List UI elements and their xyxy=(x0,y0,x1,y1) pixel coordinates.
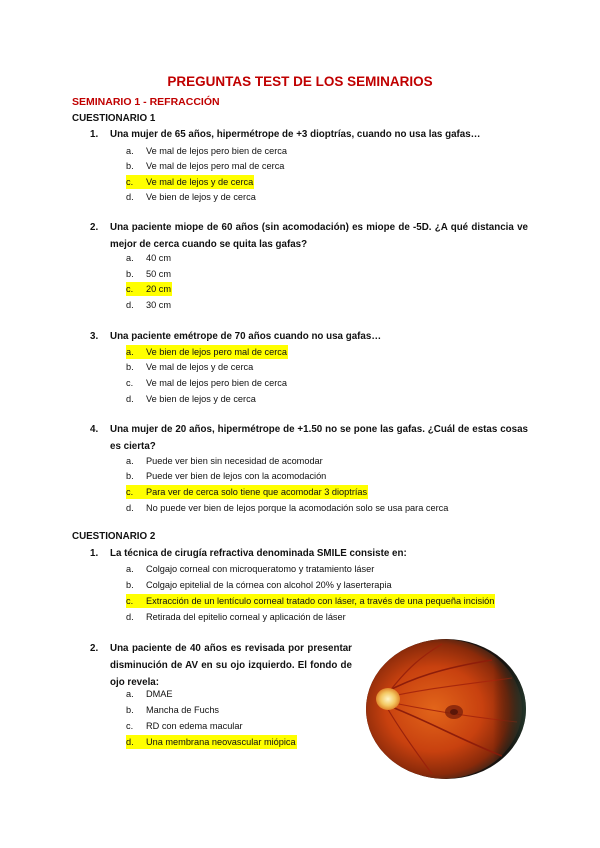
option-text: Colgajo corneal con microqueratomo y tratamiento láser xyxy=(146,564,375,574)
option-letter: d. xyxy=(126,735,145,749)
fundus-photo-icon xyxy=(362,638,530,780)
option-text: Ve bien de lejos y de cerca xyxy=(146,394,256,404)
option-text: Ve bien de lejos y de cerca xyxy=(146,192,256,202)
question-number: 4. xyxy=(90,424,99,435)
option-text: Colgajo epitelial de la córnea con alcohol 20% y laserterapia xyxy=(146,580,392,590)
option-letter: d. xyxy=(126,612,134,622)
question-number: 2. xyxy=(90,643,99,654)
question-text: Una mujer de 20 años, hipermétrope de +1.50 no se pone las gafas. ¿Cuál de estas cosas es cierta? xyxy=(110,424,528,452)
question-text: Una paciente miope de 60 años (sin acomodación) es miope de -5D. ¿A qué distancia ve mejor de cerca cuando se quita las gafas? xyxy=(110,222,528,250)
option-letter: b. xyxy=(126,471,134,481)
option-text: Para ver de cerca solo tiene que acomodar 3 dioptrías xyxy=(146,487,368,497)
option-text: Una membrana neovascular miópica xyxy=(146,737,296,747)
seminar-heading: SEMINARIO 1 - REFRACCIÓN xyxy=(72,96,220,108)
option-letter: b. xyxy=(126,269,134,279)
option-text: Mancha de Fuchs xyxy=(146,705,220,715)
question-text: La técnica de cirugía refractiva denominada SMILE consiste en: xyxy=(110,548,407,559)
option-text: Retirada del epitelio corneal y aplicación de láser xyxy=(146,612,346,622)
option-text: Ve mal de lejos pero bien de cerca xyxy=(146,146,287,156)
question-number: 1. xyxy=(90,548,99,559)
option-text: RD con edema macular xyxy=(146,721,243,731)
option-letter: b. xyxy=(126,161,134,171)
option-letter: d. xyxy=(126,192,134,202)
option-letter: b. xyxy=(126,705,134,715)
option-letter: c. xyxy=(126,282,145,296)
option-text: Ve mal de lejos pero mal de cerca xyxy=(146,161,285,171)
page-title: PREGUNTAS TEST DE LOS SEMINARIOS xyxy=(167,74,433,89)
question-text: Una paciente de 40 años es revisada por presentar disminución de AV en su ojo izquierdo. El fondo de ojo revela: xyxy=(110,643,352,688)
option-letter: a. xyxy=(126,689,134,699)
cuestionario-1-heading: CUESTIONARIO 1 xyxy=(72,113,156,124)
option-text: Ve mal de lejos pero bien de cerca xyxy=(146,378,287,388)
option-text: No puede ver bien de lejos porque la acomodación solo se usa para cerca xyxy=(146,503,449,513)
option-letter: d. xyxy=(126,503,134,513)
option-text: 50 cm xyxy=(146,269,172,279)
option-letter: c. xyxy=(126,485,145,499)
option-text: Extracción de un lentículo corneal tratado con láser, a través de una pequeña incisión xyxy=(146,596,495,606)
fundus-photo xyxy=(362,638,530,780)
option-text: Puede ver bien sin necesidad de acomodar xyxy=(146,456,323,466)
option-letter: c. xyxy=(126,175,145,189)
option-letter: d. xyxy=(126,394,134,404)
option-letter: a. xyxy=(126,345,145,359)
option-text: Ve bien de lejos pero mal de cerca xyxy=(146,347,287,357)
option-letter: c. xyxy=(126,721,134,731)
option-text: 20 cm xyxy=(146,284,172,294)
option-letter: c. xyxy=(126,378,134,388)
option-text: DMAE xyxy=(146,689,173,699)
option-letter: d. xyxy=(126,300,134,310)
question-number: 2. xyxy=(90,222,99,233)
option-letter: b. xyxy=(126,580,134,590)
option-letter: a. xyxy=(126,456,134,466)
option-text: 40 cm xyxy=(146,253,172,263)
option-text: Ve mal de lejos y de cerca xyxy=(146,362,254,372)
option-letter: c. xyxy=(126,594,145,608)
option-letter: b. xyxy=(126,362,134,372)
cuestionario-2-heading: CUESTIONARIO 2 xyxy=(72,531,156,542)
question-number: 3. xyxy=(90,331,99,342)
option-letter: a. xyxy=(126,253,134,263)
question-number: 1. xyxy=(90,129,99,140)
option-text: Ve mal de lejos y de cerca xyxy=(146,177,254,187)
option-text: Puede ver bien de lejos con la acomodación xyxy=(146,471,327,481)
option-text: 30 cm xyxy=(146,300,172,310)
question-text: Una paciente emétrope de 70 años cuando no usa gafas… xyxy=(110,331,382,342)
option-letter: a. xyxy=(126,564,134,574)
option-letter: a. xyxy=(126,146,134,156)
question-text: Una mujer de 65 años, hipermétrope de +3 dioptrías, cuando no usa las gafas… xyxy=(110,129,481,140)
